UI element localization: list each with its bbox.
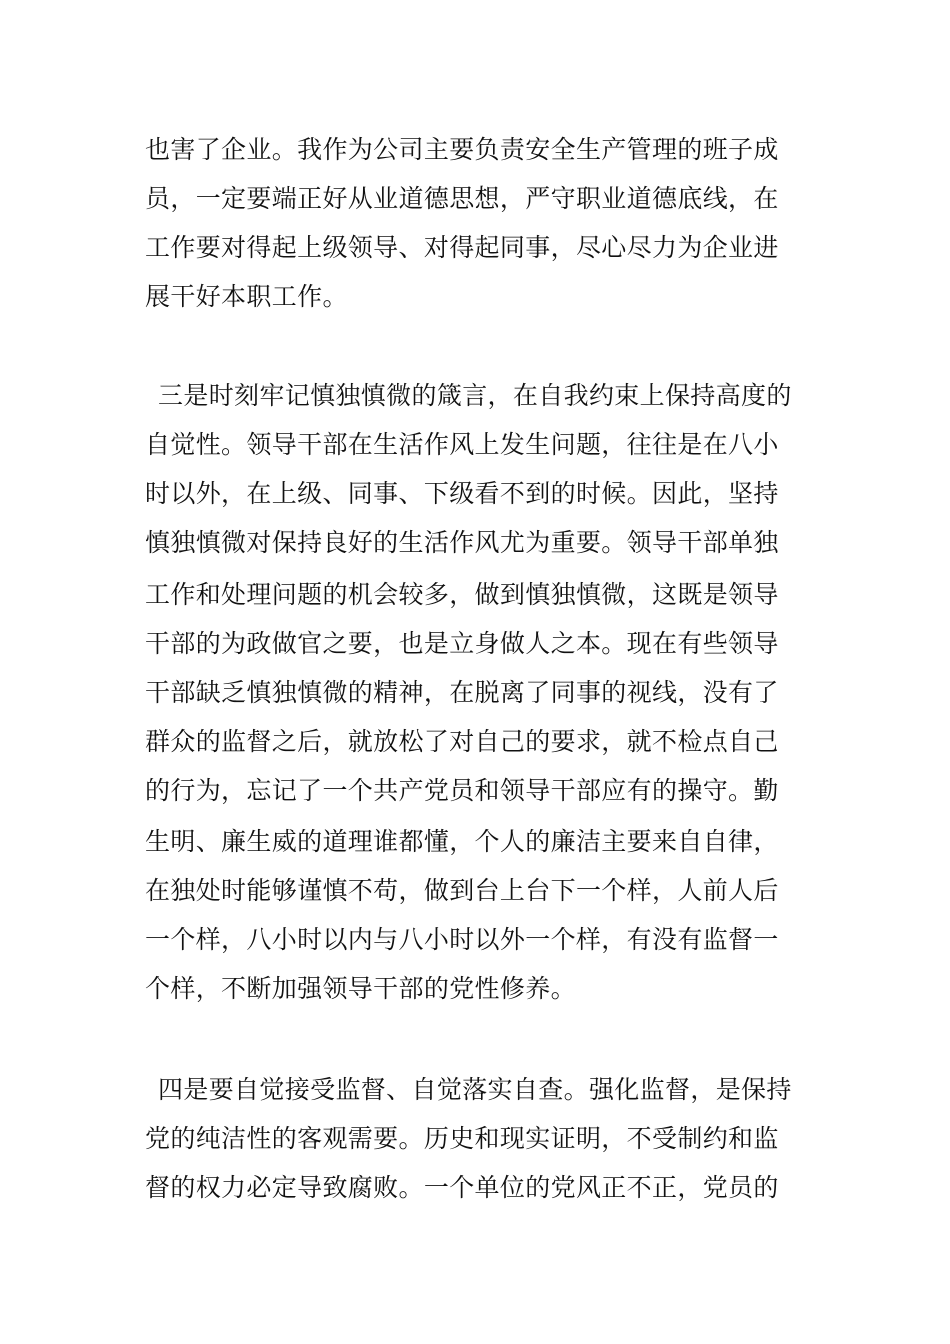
text-line: 工作要对得起上级领导、对得起同事，尽心尽力为企业进 [145,233,779,262]
text-line: 展干好本职工作。 [145,282,348,311]
text-line: 督的权力必定导致腐败。一个单位的党风正不正，党员的 [145,1173,779,1202]
text-line: 三是时刻牢记慎独慎微的箴言，在自我约束上保持高度的 [158,381,792,410]
text-line: 干部缺乏慎独慎微的精神，在脱离了同事的视线，没有了 [145,678,779,707]
text-line: 四是要自觉接受监督、自觉落实自查。强化监督，是保持 [158,1075,792,1104]
text-line: 在独处时能够谨慎不苟，做到台上台下一个样，人前人后 [145,876,779,905]
text-line: 党的纯洁性的客观需要。历史和现实证明，不受制约和监 [145,1124,779,1153]
text-line: 自觉性。领导干部在生活作风上发生问题，往往是在八小 [145,430,779,459]
text-line: 一个样，八小时以内与八小时以外一个样，有没有监督一 [145,925,779,954]
text-line: 个样，不断加强领导干部的党性修养。 [145,974,576,1003]
text-line: 慎独慎微对保持良好的生活作风尤为重要。领导干部单独 [145,528,779,557]
text-line: 员，一定要端正好从业道德思想，严守职业道德底线，在 [145,184,779,213]
text-line: 干部的为政做官之要，也是立身做人之本。现在有些领导 [145,629,779,658]
text-line: 群众的监督之后，就放松了对自己的要求，就不检点自己 [145,727,779,756]
text-line: 生明、廉生威的道理谁都懂，个人的廉洁主要来自自律， [145,827,779,856]
text-line: 时以外，在上级、同事、下级看不到的时候。因此，坚持 [145,479,779,508]
text-line: 的行为，忘记了一个共产党员和领导干部应有的操守。勤 [145,776,779,805]
text-line: 工作和处理问题的机会较多，做到慎独慎微，这既是领导 [145,580,779,609]
text-line: 也害了企业。我作为公司主要负责安全生产管理的班子成 [145,135,779,164]
